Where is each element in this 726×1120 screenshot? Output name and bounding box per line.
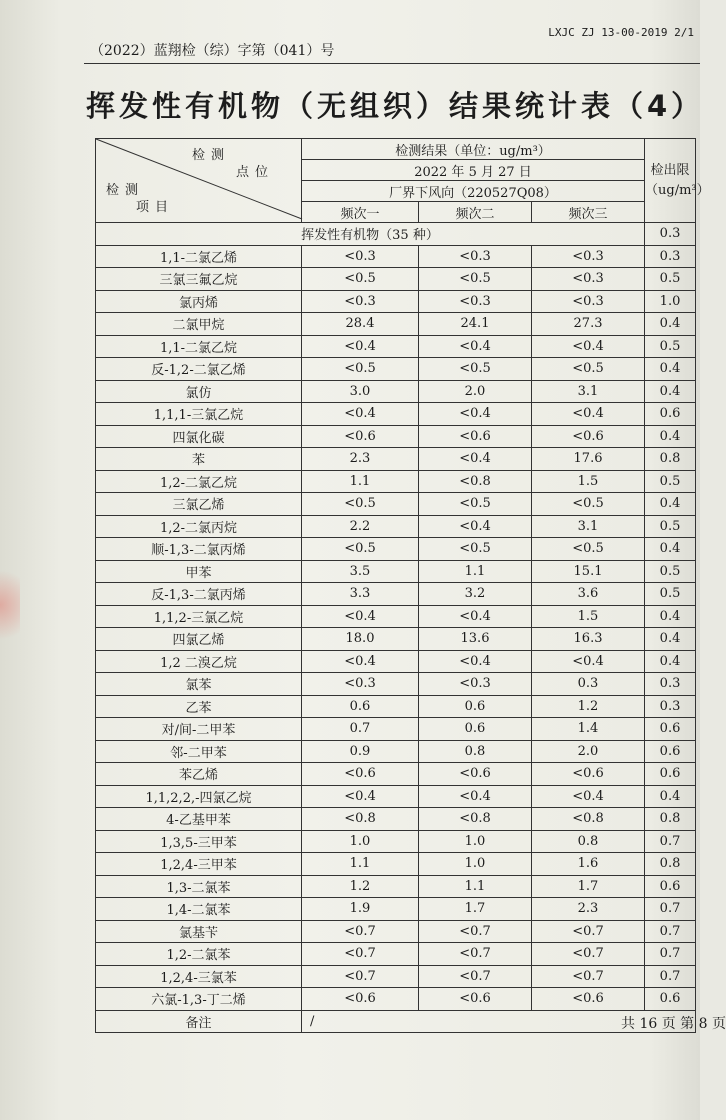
value-freq-3: <0.4 (532, 335, 645, 358)
compound-name: 苯 (96, 448, 302, 471)
table-row (96, 403, 696, 426)
detection-limit: 0.4 (645, 313, 696, 336)
detection-limit: 0.4 (645, 380, 696, 403)
value-freq-3: <0.7 (532, 920, 645, 943)
stamp-mark (0, 560, 20, 650)
value-freq-2: <0.6 (419, 425, 532, 448)
value-freq-2: <0.6 (419, 763, 532, 786)
table-row (96, 358, 696, 381)
results-unit-header: 检测结果（单位：ug/m³） (302, 139, 645, 160)
value-freq-1: 1.1 (302, 470, 419, 493)
value-freq-2: <0.4 (419, 448, 532, 471)
value-freq-1: <0.4 (302, 335, 419, 358)
corner-text-d: 项目 (136, 200, 175, 215)
remark-row (96, 1010, 696, 1033)
value-freq-2: <0.4 (419, 785, 532, 808)
value-freq-1: 0.9 (302, 740, 419, 763)
value-freq-3: <0.3 (532, 268, 645, 291)
value-freq-1: 1.0 (302, 830, 419, 853)
value-freq-1: 1.1 (302, 853, 419, 876)
value-freq-3: 2.0 (532, 740, 645, 763)
detection-limit: 0.3 (645, 245, 696, 268)
compound-name: 六氯-1,3-丁二烯 (96, 988, 302, 1011)
table-row (96, 785, 696, 808)
value-freq-2: <0.4 (419, 515, 532, 538)
detection-limit: 0.6 (645, 875, 696, 898)
compound-name: 1,1,1-三氯乙烷 (96, 403, 302, 426)
compound-name: 氯仿 (96, 380, 302, 403)
table-row (96, 763, 696, 786)
table-row (96, 650, 696, 673)
compound-name: 1,2-二氯苯 (96, 943, 302, 966)
table-row (96, 898, 696, 921)
value-freq-2: <0.5 (419, 538, 532, 561)
value-freq-3: 16.3 (532, 628, 645, 651)
compound-name: 顺-1,3-二氯丙烯 (96, 538, 302, 561)
detection-limit: 0.4 (645, 650, 696, 673)
value-freq-3: 1.4 (532, 718, 645, 741)
table-row (96, 515, 696, 538)
corner-text-b: 点位 (236, 165, 275, 180)
value-freq-3: 1.7 (532, 875, 645, 898)
compound-name: 1,1-二氯乙烷 (96, 335, 302, 358)
corner-header (96, 139, 302, 223)
detection-limit: 0.7 (645, 920, 696, 943)
freq-header-2: 频次二 (419, 202, 532, 223)
compound-name: 三氯乙烯 (96, 493, 302, 516)
header-rule (84, 63, 700, 64)
table-row (96, 268, 696, 291)
value-freq-1: <0.6 (302, 988, 419, 1011)
compound-name: 四氯乙烯 (96, 628, 302, 651)
sampling-location: 厂界下风向（220527Q08） (302, 181, 645, 202)
compound-name: 1,2,4-三氯苯 (96, 965, 302, 988)
value-freq-1: <0.5 (302, 358, 419, 381)
compound-name: 1,1-二氯乙烯 (96, 245, 302, 268)
table-row (96, 628, 696, 651)
detection-limit: 0.5 (645, 268, 696, 291)
value-freq-1: <0.7 (302, 965, 419, 988)
compound-name: 氯基苄 (96, 920, 302, 943)
compound-name: 四氯化碳 (96, 425, 302, 448)
value-freq-1: <0.7 (302, 943, 419, 966)
value-freq-1: 2.3 (302, 448, 419, 471)
table-row (96, 988, 696, 1011)
compound-name: 二氯甲烷 (96, 313, 302, 336)
detection-limit: 0.6 (645, 988, 696, 1011)
table-row (96, 875, 696, 898)
value-freq-1: <0.8 (302, 808, 419, 831)
value-freq-2: 1.1 (419, 560, 532, 583)
value-freq-2: <0.7 (419, 965, 532, 988)
value-freq-3: 0.8 (532, 830, 645, 853)
compound-name: 乙苯 (96, 695, 302, 718)
value-freq-2: 2.0 (419, 380, 532, 403)
report-number: （2022）蓝翔检（综）字第（041）号 (90, 43, 335, 59)
value-freq-3: 3.1 (532, 515, 645, 538)
compound-name: 1,2 二溴乙烷 (96, 650, 302, 673)
compound-name: 反-1,3-二氯丙烯 (96, 583, 302, 606)
value-freq-2: <0.8 (419, 470, 532, 493)
value-freq-2: <0.8 (419, 808, 532, 831)
value-freq-1: <0.5 (302, 493, 419, 516)
value-freq-3: <0.3 (532, 290, 645, 313)
value-freq-1: <0.4 (302, 403, 419, 426)
detection-limit: 0.6 (645, 763, 696, 786)
detection-limit: 0.5 (645, 335, 696, 358)
value-freq-3: 3.1 (532, 380, 645, 403)
detection-limit: 0.8 (645, 808, 696, 831)
value-freq-1: <0.4 (302, 785, 419, 808)
value-freq-1: 0.6 (302, 695, 419, 718)
value-freq-2: 24.1 (419, 313, 532, 336)
limit-header-line1: 检出限 (650, 162, 690, 178)
table-row (96, 448, 696, 471)
value-freq-2: 1.0 (419, 853, 532, 876)
value-freq-1: 0.7 (302, 718, 419, 741)
table-row (96, 583, 696, 606)
form-code: LXJC ZJ 13-00-2019 2/1 (548, 26, 694, 39)
detection-limit: 0.5 (645, 583, 696, 606)
value-freq-3: <0.4 (532, 650, 645, 673)
value-freq-2: 1.7 (419, 898, 532, 921)
value-freq-2: <0.5 (419, 493, 532, 516)
value-freq-1: 2.2 (302, 515, 419, 538)
remark-label: 备注 (96, 1010, 302, 1033)
corner-text-c: 检测 (106, 183, 145, 198)
compound-name: 对/间-二甲苯 (96, 718, 302, 741)
limit-header-line2: （ug/m³） (645, 182, 710, 198)
value-freq-3: <0.3 (532, 245, 645, 268)
compound-name: 1,4-二氯苯 (96, 898, 302, 921)
compound-name: 甲苯 (96, 560, 302, 583)
value-freq-1: <0.6 (302, 425, 419, 448)
value-freq-3: 3.6 (532, 583, 645, 606)
value-freq-3: <0.6 (532, 425, 645, 448)
compound-name: 1,2-二氯乙烷 (96, 470, 302, 493)
compound-name: 1,2-二氯丙烷 (96, 515, 302, 538)
table-row (96, 245, 696, 268)
detection-limit: 0.7 (645, 965, 696, 988)
sampling-date: 2022 年 5 月 27 日 (302, 160, 645, 181)
value-freq-1: <0.6 (302, 763, 419, 786)
table-row (96, 605, 696, 628)
table-row (96, 470, 696, 493)
value-freq-3: 17.6 (532, 448, 645, 471)
value-freq-3: 1.6 (532, 853, 645, 876)
detection-limit: 0.4 (645, 493, 696, 516)
compound-name: 4-乙基甲苯 (96, 808, 302, 831)
value-freq-2: <0.3 (419, 673, 532, 696)
value-freq-3: <0.4 (532, 785, 645, 808)
value-freq-2: 3.2 (419, 583, 532, 606)
value-freq-3: <0.5 (532, 493, 645, 516)
group-label: 挥发性有机物（35 种） (96, 223, 645, 246)
value-freq-3: 27.3 (532, 313, 645, 336)
value-freq-2: <0.5 (419, 358, 532, 381)
compound-name: 1,1,2-三氯乙烷 (96, 605, 302, 628)
value-freq-3: <0.5 (532, 358, 645, 381)
table-row (96, 538, 696, 561)
value-freq-3: <0.7 (532, 943, 645, 966)
table-row (96, 425, 696, 448)
detection-limit: 0.7 (645, 830, 696, 853)
corner-text-a: 检测 (192, 148, 231, 163)
detection-limit: 0.5 (645, 560, 696, 583)
page-count: 共 16 页 第 8 页 (621, 1016, 726, 1032)
compound-name: 苯乙烯 (96, 763, 302, 786)
compound-name: 反-1,2-二氯乙烯 (96, 358, 302, 381)
value-freq-2: <0.6 (419, 988, 532, 1011)
detection-limit: 0.6 (645, 740, 696, 763)
detection-limit: 0.4 (645, 785, 696, 808)
compound-name: 1,3-二氯苯 (96, 875, 302, 898)
compound-name: 1,1,2,2,-四氯乙烷 (96, 785, 302, 808)
value-freq-2: 0.6 (419, 695, 532, 718)
value-freq-3: 2.3 (532, 898, 645, 921)
value-freq-1: <0.7 (302, 920, 419, 943)
group-limit: 0.3 (645, 223, 696, 246)
value-freq-1: <0.4 (302, 650, 419, 673)
table-row (96, 313, 696, 336)
value-freq-1: <0.3 (302, 673, 419, 696)
detection-limit: 0.8 (645, 853, 696, 876)
results-table (95, 138, 710, 1033)
table-row (96, 380, 696, 403)
table-row (96, 740, 696, 763)
value-freq-3: 15.1 (532, 560, 645, 583)
value-freq-2: <0.4 (419, 335, 532, 358)
value-freq-1: 1.2 (302, 875, 419, 898)
value-freq-3: 1.5 (532, 470, 645, 493)
table-row (96, 853, 696, 876)
freq-header-1: 频次一 (302, 202, 419, 223)
value-freq-2: 0.6 (419, 718, 532, 741)
detection-limit: 0.4 (645, 538, 696, 561)
value-freq-2: 0.8 (419, 740, 532, 763)
detection-limit: 1.0 (645, 290, 696, 313)
table-row (96, 695, 696, 718)
table-row (96, 560, 696, 583)
value-freq-2: <0.5 (419, 268, 532, 291)
value-freq-3: <0.7 (532, 965, 645, 988)
table-row (96, 290, 696, 313)
detection-limit: 0.5 (645, 470, 696, 493)
value-freq-1: 3.3 (302, 583, 419, 606)
value-freq-1: <0.4 (302, 605, 419, 628)
detection-limit: 0.6 (645, 718, 696, 741)
detection-limit: 0.4 (645, 425, 696, 448)
value-freq-1: 1.9 (302, 898, 419, 921)
remark-value: / (302, 1010, 696, 1033)
value-freq-1: 3.0 (302, 380, 419, 403)
value-freq-2: <0.3 (419, 245, 532, 268)
detection-limit: 0.3 (645, 695, 696, 718)
value-freq-3: <0.4 (532, 403, 645, 426)
table-row (96, 808, 696, 831)
page-title: 挥发性有机物（无组织）结果统计表（4） (86, 89, 705, 123)
value-freq-3: <0.5 (532, 538, 645, 561)
table-row (96, 965, 696, 988)
value-freq-1: <0.5 (302, 538, 419, 561)
detection-limit: 0.7 (645, 943, 696, 966)
table-row (96, 830, 696, 853)
detection-limit: 0.8 (645, 448, 696, 471)
value-freq-3: 0.3 (532, 673, 645, 696)
value-freq-2: 1.1 (419, 875, 532, 898)
value-freq-2: <0.7 (419, 943, 532, 966)
table-row (96, 943, 696, 966)
detection-limit: 0.5 (645, 515, 696, 538)
value-freq-3: <0.8 (532, 808, 645, 831)
detection-limit-header (645, 139, 710, 223)
detection-limit: 0.6 (645, 403, 696, 426)
table-row (96, 493, 696, 516)
detection-limit: 0.4 (645, 628, 696, 651)
compound-name: 1,3,5-三甲苯 (96, 830, 302, 853)
value-freq-2: 13.6 (419, 628, 532, 651)
value-freq-3: 1.5 (532, 605, 645, 628)
detection-limit: 0.7 (645, 898, 696, 921)
value-freq-3: <0.6 (532, 988, 645, 1011)
table-row (96, 335, 696, 358)
value-freq-3: 1.2 (532, 695, 645, 718)
value-freq-1: <0.3 (302, 290, 419, 313)
value-freq-1: <0.3 (302, 245, 419, 268)
value-freq-1: 28.4 (302, 313, 419, 336)
table-row (96, 673, 696, 696)
detection-limit: 0.3 (645, 673, 696, 696)
value-freq-2: <0.4 (419, 650, 532, 673)
value-freq-2: <0.3 (419, 290, 532, 313)
compound-name: 氯丙烯 (96, 290, 302, 313)
value-freq-2: <0.4 (419, 605, 532, 628)
compound-name: 氯苯 (96, 673, 302, 696)
value-freq-1: 3.5 (302, 560, 419, 583)
compound-name: 邻-二甲苯 (96, 740, 302, 763)
value-freq-1: 18.0 (302, 628, 419, 651)
table-row (96, 920, 696, 943)
detection-limit: 0.4 (645, 358, 696, 381)
freq-header-3: 频次三 (532, 202, 645, 223)
value-freq-3: <0.6 (532, 763, 645, 786)
compound-name: 三氯三氟乙烷 (96, 268, 302, 291)
value-freq-2: <0.4 (419, 403, 532, 426)
table-row (96, 718, 696, 741)
value-freq-1: <0.5 (302, 268, 419, 291)
detection-limit: 0.4 (645, 605, 696, 628)
value-freq-2: <0.7 (419, 920, 532, 943)
compound-name: 1,2,4-三甲苯 (96, 853, 302, 876)
value-freq-2: 1.0 (419, 830, 532, 853)
